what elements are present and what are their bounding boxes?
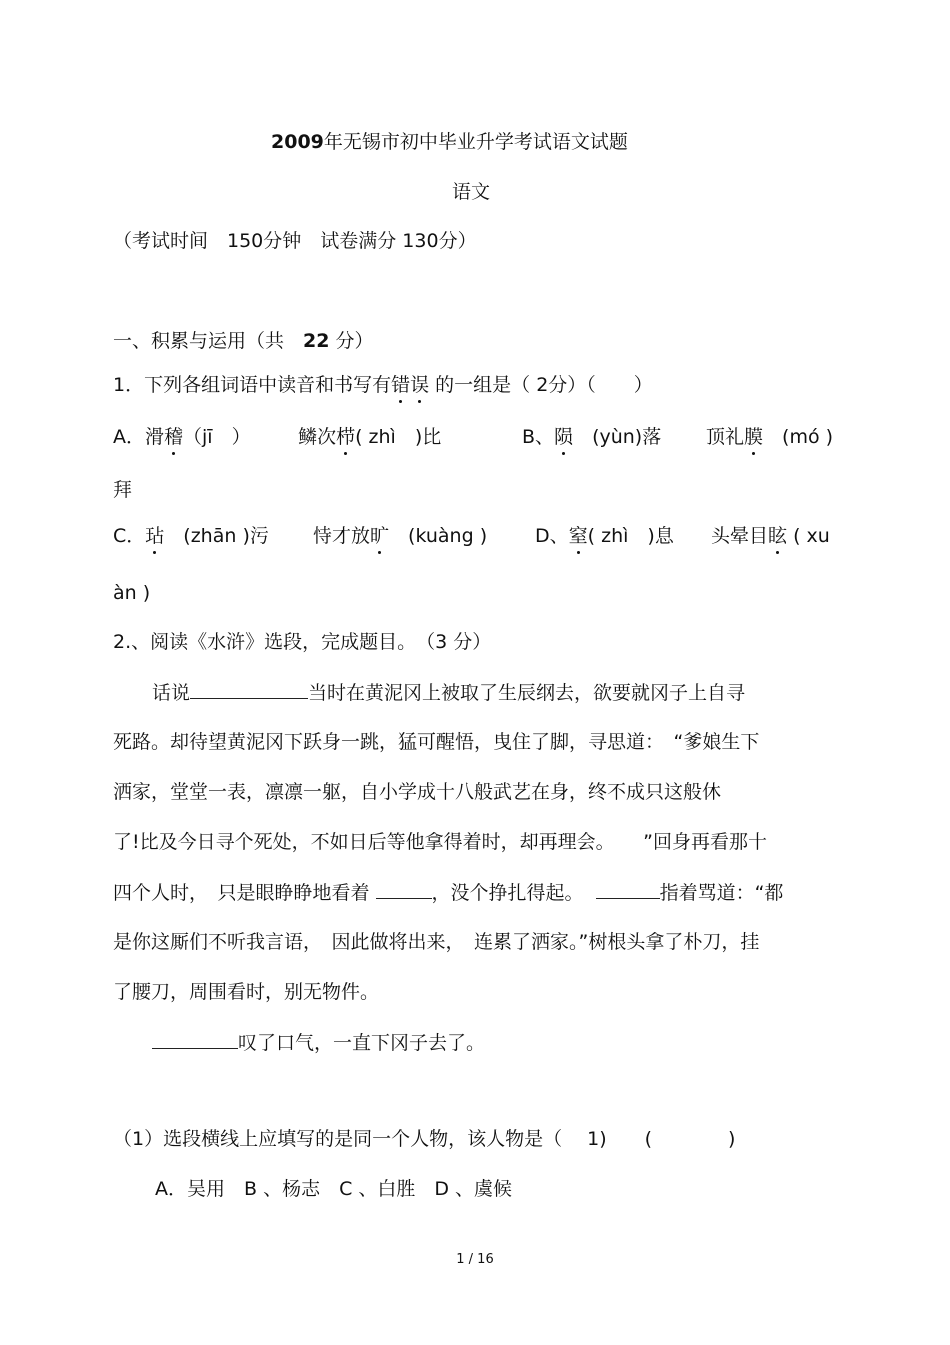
title-year: 2009 <box>271 131 324 153</box>
opt-c-text-2: (zhān )污 <box>164 525 269 547</box>
passage-line-2: 死路。却待望黄泥冈下跃身一跳，猛可醒悟，曳住了脚，寻思道： “爹娘生下 <box>113 731 760 753</box>
passage-1-b: 当时在黄泥冈上被取了生辰纲去，欲要就冈子上自寻 <box>308 682 746 704</box>
opt-d-emphasis-1: 窒 <box>568 525 588 547</box>
q1-option-b-wrap: 拜 <box>113 479 133 501</box>
question-2-stem: 2.、阅读《水浒》选段，完成题目。 （3 分） <box>113 631 492 653</box>
page-number: 1 / 16 <box>456 1252 494 1267</box>
fill-blank-4[interactable] <box>152 1030 238 1049</box>
passage-5-c: 指着骂道：“都 <box>659 882 784 904</box>
q1-stem-a: 1．下列各组词语中读音和书写有 <box>113 374 392 396</box>
q1-option-d <box>535 524 674 548</box>
section-heading <box>113 329 374 353</box>
opt-b-emphasis-1: 陨 <box>554 426 574 448</box>
exam-info: （考试时间 150分钟 试卷满分 130分） <box>113 230 477 252</box>
opt-b-text-2: (yùn)落 <box>573 426 662 448</box>
q1-emphasis-1: 错 <box>391 374 411 396</box>
q1-option-c-cont <box>313 524 487 548</box>
q1-option-b-cont <box>706 425 833 449</box>
passage-8-b: 叹了口气，一直下冈子去了。 <box>238 1032 486 1054</box>
section-heading-a: 一、积累与运用（共 <box>113 330 304 352</box>
q1-option-c <box>113 524 269 548</box>
opt-b-text-1: B、 <box>522 426 555 448</box>
title-text: 年无锡市初中毕业升学考试语文试题 <box>323 131 628 153</box>
opt-a-text-2: （jī ） 鳞次 <box>183 426 337 448</box>
passage-1-a: 话说 <box>152 682 191 704</box>
opt-b-emphasis-2: 膜 <box>744 426 764 448</box>
opt-d-text-4: ( xu <box>787 525 830 547</box>
sub-question-1-options: A．吴用 B 、杨志 C 、白胜 D 、虞候 <box>155 1178 513 1200</box>
passage-line-5 <box>113 880 783 905</box>
q1-option-a <box>113 425 441 449</box>
passage-line-4: 了!比及今日寻个死处，不如日后等他拿得着时，却再理会。 ”回身再看那十 <box>113 831 767 853</box>
opt-b-text-3: 顶礼 <box>706 426 745 448</box>
passage-line-1 <box>152 680 745 705</box>
opt-a-text-1: A．滑 <box>113 426 164 448</box>
opt-c-text-4: (kuàng ) <box>389 525 488 547</box>
fill-blank-2[interactable] <box>376 880 432 899</box>
q1-option-d-cont <box>711 524 830 548</box>
opt-d-text-1: D、 <box>535 525 569 547</box>
q1-emphasis-2: 误 <box>410 374 430 396</box>
question-1-stem <box>113 373 653 397</box>
opt-d-emphasis-2: 眩 <box>768 525 788 547</box>
opt-c-emphasis-1: 玷 <box>145 525 165 547</box>
opt-a-emphasis-2: 栉 <box>336 426 356 448</box>
opt-d-text-2: ( zhì )息 <box>587 525 674 547</box>
opt-d-text-3: 头晕目 <box>711 525 769 547</box>
passage-line-3: 洒家，堂堂一表，凛凛一躯，自小学成十八般武艺在身，终不成只这般休 <box>113 781 722 803</box>
q1-stem-b: 的一组是（ 2分）（ ） <box>429 374 653 396</box>
fill-blank-3[interactable] <box>596 880 660 899</box>
opt-c-emphasis-2: 旷 <box>370 525 390 547</box>
opt-c-text-3: 恃才放 <box>313 525 371 547</box>
sub-question-1: （1）选段横线上应填写的是同一个人物，该人物是（ 1) ( ) <box>113 1128 736 1150</box>
page-title <box>271 130 628 154</box>
passage-5-b: ，没个挣扎得起。 <box>431 882 584 904</box>
passage-line-8 <box>152 1030 485 1055</box>
q1-option-d-wrap: àn ) <box>113 582 151 604</box>
opt-c-text-1: C． <box>113 525 146 547</box>
passage-line-6: 是你这厮们不听我言语， 因此做将出来， 连累了洒家。”树根头拿了朴刀，挂 <box>113 931 760 953</box>
section-heading-b: 分） <box>329 330 374 352</box>
q1-option-b <box>522 425 661 449</box>
fill-blank-1[interactable] <box>190 680 308 699</box>
section-points: 22 <box>303 330 330 352</box>
passage-line-7: 了腰刀，周围看时，别无物件。 <box>113 981 380 1003</box>
opt-a-text-3: ( zhì )比 <box>355 426 442 448</box>
opt-b-text-4: (mó ) <box>763 426 834 448</box>
opt-a-emphasis-1: 稽 <box>164 426 184 448</box>
subject-title: 语文 <box>452 181 491 203</box>
passage-5-a: 四个人时， 只是眼睁睁地看着 <box>113 882 376 904</box>
